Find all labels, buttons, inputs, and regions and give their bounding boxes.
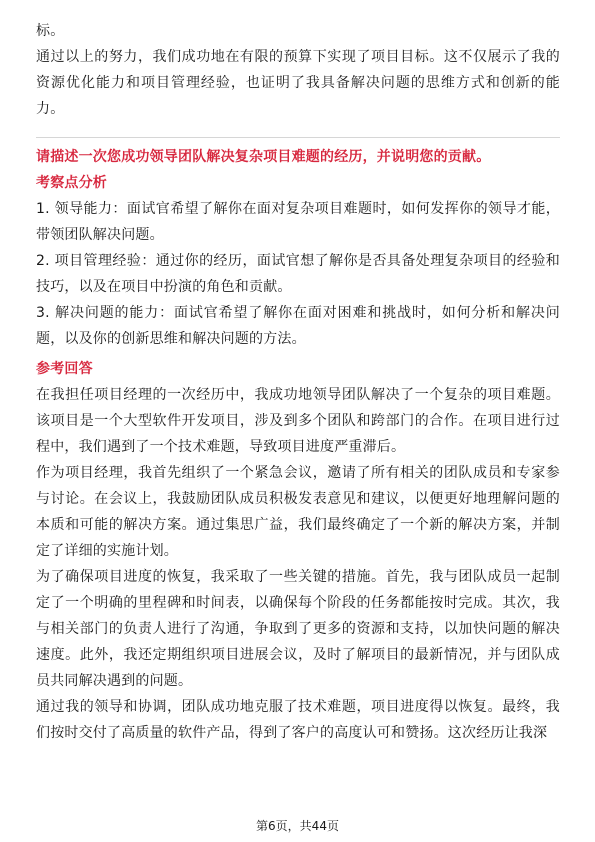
page-number-footer: 第6页，共44页 — [256, 819, 339, 833]
answer-paragraph: 在我担任项目经理的一次经历中，我成功地领导团队解决了一个复杂的项目难题。该项目是一个大型软件开发项目，涉及到多个团队和跨部门的合作。在项目进行过程中，我们遇到了一个技术难题，导致项目进度严重滞后。 — [36, 387, 560, 455]
previous-answer-conclusion: 通过以上的努力，我们成功地在有限的预算下实现了项目目标。这不仅展示了我的资源优化能力和项目管理经验，也证明了我具备解决问题的思维方式和创新的能力。 — [36, 49, 560, 117]
analysis-item: 3. 解决问题的能力：面试官希望了解你在面对困难和挑战时，如何分析和解决问题，以及你的创新思维和解决问题的方法。 — [36, 305, 560, 347]
answer-paragraph: 为了确保项目进度的恢复，我采取了一些关键的措施。首先，我与团队成员一起制定了一个明确的里程碑和时间表，以确保每个阶段的任务都能按时完成。其次，我与相关部门的负责人进行了沟通，争取到了更多的资源和支持，以加快问题的解决速度。此外，我还定期组织项目进展会议，及时了解项目的最新情况，并与团队成员共同解决遇到的问题。 — [36, 569, 560, 689]
question-heading: 请描述一次您成功领导团队解决复杂项目难题的经历，并说明您的贡献。 — [36, 149, 491, 165]
analysis-item: 2. 项目管理经验：通过你的经历，面试官想了解你是否具备处理复杂项目的经验和技巧，以及在项目中扮演的角色和贡献。 — [36, 253, 560, 295]
answer-paragraph: 作为项目经理，我首先组织了一个紧急会议，邀请了所有相关的团队成员和专家参与讨论。在会议上，我鼓励团队成员积极发表意见和建议，以便更好地理解问题的本质和可能的解决方案。通过集思广益，我们最终确定了一个新的解决方案，并制定了详细的实施计划。 — [36, 465, 560, 559]
carryover-fragment: 标。 — [36, 23, 65, 39]
analysis-title: 考察点分析 — [36, 175, 107, 191]
answer-paragraph: 通过我的领导和协调，团队成功地克服了技术难题，项目进度得以恢复。最终，我们按时交付了高质量的软件产品，得到了客户的高度认可和赞扬。这次经历让我深 — [36, 699, 560, 741]
answer-title: 参考回答 — [36, 361, 93, 377]
page-content — [36, 18, 560, 746]
question-divider — [36, 137, 560, 138]
analysis-item: 1. 领导能力：面试官希望了解你在面对复杂项目难题时，如何发挥你的领导才能，带领团队解决问题。 — [36, 201, 560, 243]
